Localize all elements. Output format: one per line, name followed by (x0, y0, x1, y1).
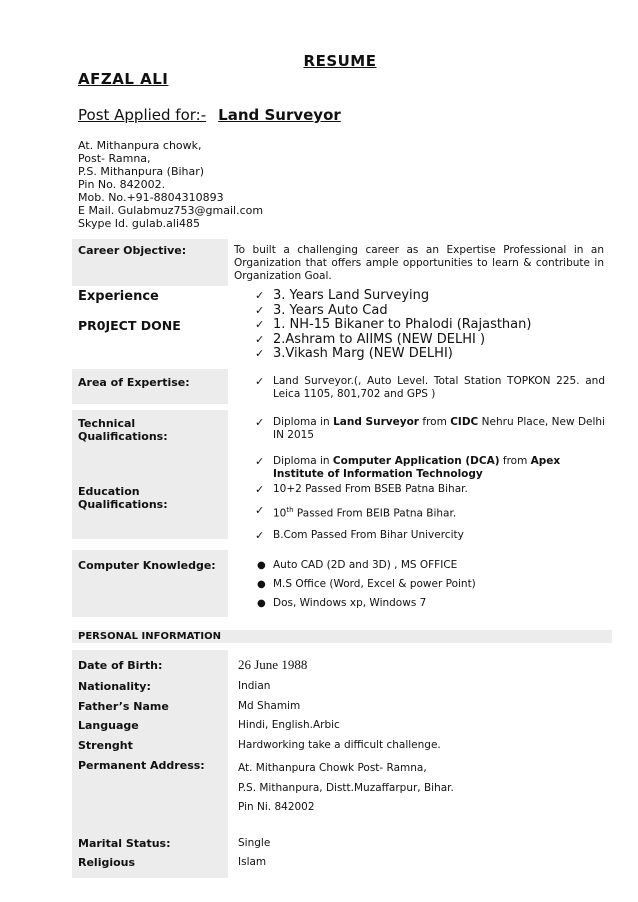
skype-id: Skype Id. gulab.ali485 (78, 217, 201, 230)
list-item: ✓ 10th Passed From BEIB Patna Bihar. (255, 504, 457, 520)
dob-label: Date of Birth: (78, 659, 163, 672)
checkmark-icon: ✓ (255, 483, 265, 496)
checkmark-icon: ✓ (255, 416, 265, 429)
bullet-icon: ● (257, 560, 266, 571)
address-line: At. Mithanpura chowk, (78, 139, 202, 152)
personal-info-heading: PERSONAL INFORMATION (78, 631, 221, 642)
address-line: Post- Ramna, (78, 152, 151, 165)
email-address: E Mail. Gulabmuz753@gmail.com (78, 204, 264, 217)
religion-label: Religious (78, 856, 136, 869)
bullet-icon: ● (257, 598, 266, 609)
permanent-address-label: Permanent Address: (78, 759, 205, 772)
list-item: ✓ 2.Ashram to AIIMS (NEW DELHI ) (255, 331, 486, 347)
list-item: ✓ 3.Vikash Marg (NEW DELHI) (255, 346, 453, 361)
strength-label: Strenght (78, 739, 133, 752)
checkmark-icon: ✓ (255, 332, 265, 346)
computer-knowledge-label: Computer Knowledge: (78, 559, 216, 572)
list-item: ✓ 3. Years Auto Cad (255, 302, 388, 318)
mobile-number: Mob. No.+91-8804310893 (78, 191, 224, 204)
dob-value: 26 June 1988 (238, 657, 308, 672)
resume-title: RESUME (303, 52, 377, 70)
post-applied (78, 106, 341, 124)
experience-label: Experience (78, 289, 159, 304)
checkmark-icon: ✓ (255, 455, 265, 468)
marital-status-label: Marital Status: (78, 837, 171, 850)
list-item: ✓ Diploma in Computer Application (DCA) from Apex Institute of Information Technology (255, 455, 561, 480)
checkmark-icon: ✓ (255, 504, 265, 517)
language-value: Hindi, English.Arbic (238, 719, 340, 731)
father-name-label: Father’s Name (78, 700, 169, 713)
contact-address (78, 139, 263, 230)
permanent-address-value: At. Mithanpura Chowk Post- Ramna, P.S. Mithanpura, Distt.Muzaffarpur, Bihar. Pin Ni. 842002 (238, 762, 454, 813)
technical-item: ✓ Diploma in Land Surveyor from CIDC Nehru Place, New Delhi IN 2015 (255, 416, 606, 441)
nationality-value: Indian (238, 680, 271, 692)
checkmark-icon: ✓ (255, 375, 265, 388)
expertise-label: Area of Expertise: (78, 376, 190, 389)
post-applied-value: Land Surveyor (218, 106, 341, 124)
religion-value: Islam (238, 856, 267, 868)
nationality-label: Nationality: (78, 680, 151, 693)
marital-status-value: Single (238, 837, 271, 849)
list-item: ● M.S Office (Word, Excel & power Point) (257, 578, 476, 590)
bullet-icon: ● (257, 579, 266, 590)
list-item: ● Auto CAD (2D and 3D) , MS OFFICE (257, 559, 458, 571)
checkmark-icon: ✓ (255, 289, 265, 302)
list-item: ✓ 1. NH-15 Bikaner to Phalodi (Rajasthan) (255, 317, 532, 332)
post-applied-label: Post Applied for:- (78, 106, 207, 124)
expertise-item: ✓ Land Surveyor.(, Auto Level. Total Station TOPKON 225. and Leica 1105, 801,702 and GPS ) (255, 375, 605, 400)
checkmark-icon: ✓ (255, 318, 265, 331)
strength-value: Hardworking take a difficult challenge. (238, 739, 441, 751)
language-label: Language (78, 719, 139, 732)
candidate-name: AFZAL ALI (78, 70, 169, 88)
project-done-label: PR0JECT DONE (78, 318, 181, 333)
computer-knowledge-list (255, 559, 605, 610)
career-objective-text: To built a challenging career as an Expertise Professional in an Organization that offers ample opportunities to learn & contribute in Organization Goal. (234, 244, 604, 282)
list-item: ✓ 10+2 Passed From BSEB Patna Bihar. (255, 483, 468, 496)
address-line: P.S. Mithanpura (Bihar) (78, 165, 205, 178)
education-list (255, 455, 605, 542)
address-line: Pin No. 842002. (78, 178, 166, 191)
list-item: ● Dos, Windows xp, Windows 7 (257, 597, 427, 609)
career-objective-label: Career Objective: (78, 244, 187, 257)
checkmark-icon: ✓ (255, 347, 265, 360)
education-label: Education Qualifications: (78, 485, 168, 511)
list-item: ✓ 3. Years Land Surveying (255, 288, 430, 303)
checkmark-icon: ✓ (255, 528, 265, 542)
checkmark-icon: ✓ (255, 303, 265, 317)
father-name-value: Md Shamim (238, 700, 301, 712)
experience-list (255, 289, 615, 362)
list-item: ✓ B.Com Passed From Bihar Univercity (255, 528, 464, 542)
technical-label: Technical Qualifications: (78, 417, 168, 443)
